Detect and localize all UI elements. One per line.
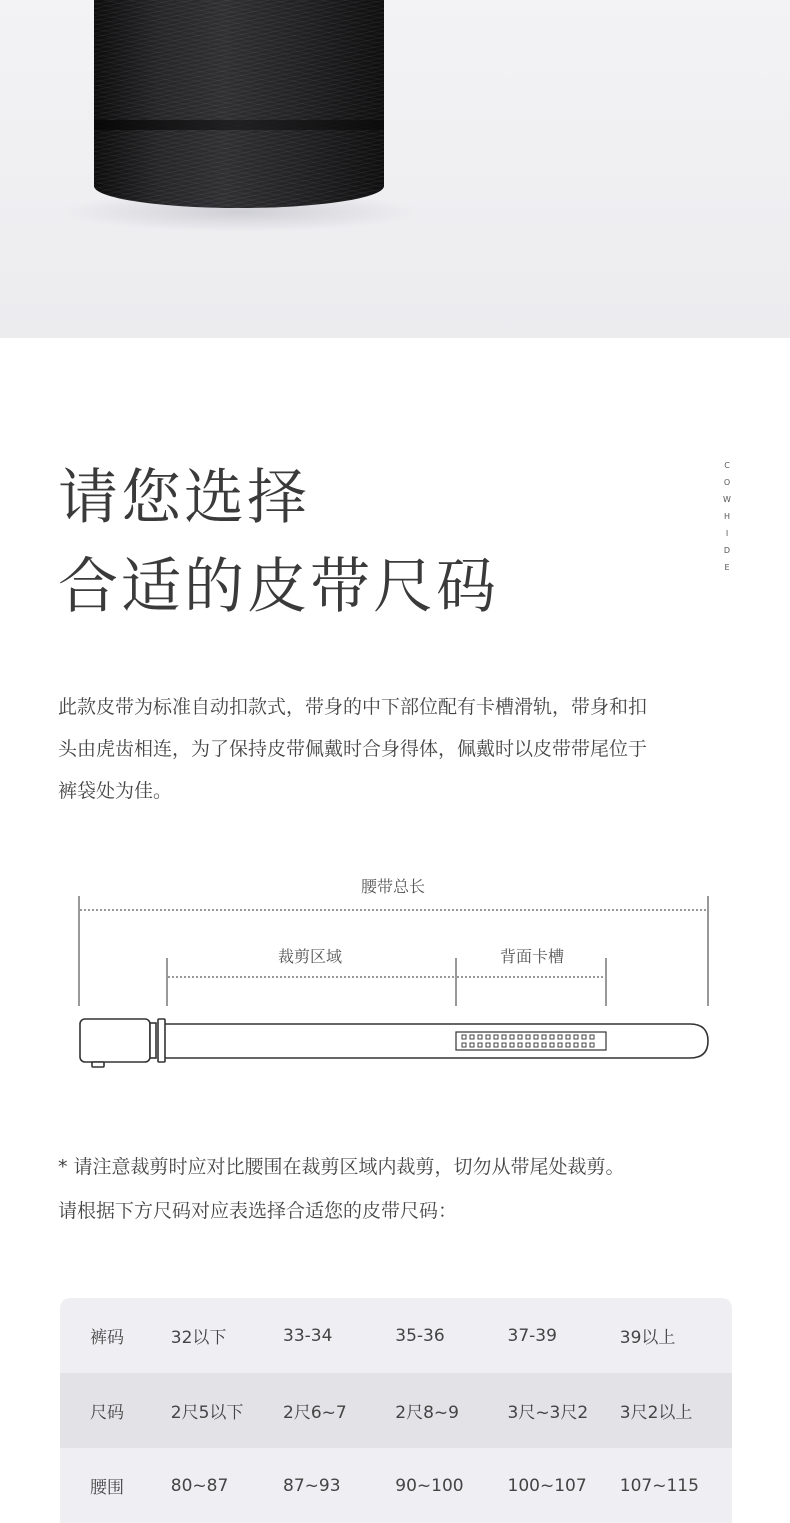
table-cell: 2尺5以下 bbox=[170, 1403, 244, 1423]
size-instruction: 请根据下方尺码对应表选择合适您的皮带尺码： bbox=[58, 1200, 458, 1222]
description-line: 头由虎齿相连，为了保持皮带佩戴时合身得体，佩戴时以皮带带尾位于 bbox=[58, 738, 648, 760]
side-letter: H bbox=[723, 512, 730, 521]
row-header: 腰围 bbox=[90, 1478, 124, 1498]
side-letter: E bbox=[724, 563, 730, 572]
table-cell: 39以上 bbox=[619, 1328, 676, 1348]
table-cell: 107~115 bbox=[619, 1475, 699, 1496]
table-cell: 3尺2以上 bbox=[619, 1403, 693, 1423]
table-cell: 100~107 bbox=[507, 1475, 587, 1496]
side-letter: C bbox=[724, 461, 730, 470]
heading-line2: 合适的皮带尺码 bbox=[58, 552, 499, 622]
total-length-label: 腰带总长 bbox=[361, 877, 426, 896]
belt-diagram bbox=[0, 860, 790, 1080]
cut-zone-label: 裁剪区域 bbox=[278, 947, 343, 966]
table-cell: 3尺~3尺2 bbox=[507, 1403, 589, 1423]
belt-diagram-svg bbox=[0, 860, 790, 1080]
spool-band bbox=[94, 120, 384, 130]
table-row bbox=[60, 1373, 732, 1448]
cutting-warning: * 请注意裁剪时应对比腰围在裁剪区域内裁剪，切勿从带尾处裁剪。 bbox=[58, 1156, 625, 1178]
belt-strap bbox=[160, 1024, 708, 1058]
side-letter: W bbox=[723, 495, 731, 504]
side-letter: D bbox=[723, 546, 731, 555]
table-cell: 37-39 bbox=[507, 1325, 557, 1346]
buckle-clip bbox=[158, 1019, 165, 1062]
back-slot-label: 背面卡槽 bbox=[500, 947, 565, 966]
belt-drawing bbox=[80, 1019, 708, 1067]
table-cell: 90~100 bbox=[395, 1475, 464, 1496]
product-hero-image bbox=[0, 0, 790, 338]
thread-spool-image bbox=[94, 0, 384, 208]
side-letter: O bbox=[723, 478, 731, 487]
vertical-cowhide-label bbox=[720, 462, 734, 572]
table-cell: 35-36 bbox=[395, 1325, 445, 1346]
table-cell: 33-34 bbox=[283, 1325, 333, 1346]
table-cell: 80~87 bbox=[170, 1475, 229, 1496]
table-row bbox=[60, 1448, 732, 1523]
row-header: 尺码 bbox=[90, 1403, 124, 1423]
table-cell: 2尺6~7 bbox=[283, 1403, 347, 1423]
buckle-body bbox=[80, 1019, 150, 1062]
table-cell: 2尺8~9 bbox=[395, 1403, 459, 1423]
table-cell: 32以下 bbox=[170, 1328, 227, 1348]
row-header: 裤码 bbox=[90, 1328, 124, 1348]
buckle-prong bbox=[92, 1062, 104, 1067]
table-cell: 87~93 bbox=[283, 1475, 341, 1496]
description-line: 裤袋处为佳。 bbox=[58, 780, 173, 802]
description-paragraph bbox=[58, 686, 738, 812]
side-letter: I bbox=[725, 529, 729, 538]
buckle-bar bbox=[150, 1023, 156, 1058]
table-row bbox=[60, 1298, 732, 1373]
heading-line1: 请您选择 bbox=[58, 463, 310, 533]
description-line: 此款皮带为标准自动扣款式，带身的中下部位配有卡槽滑轨，带身和扣 bbox=[58, 696, 648, 718]
size-chart-table bbox=[60, 1298, 732, 1523]
